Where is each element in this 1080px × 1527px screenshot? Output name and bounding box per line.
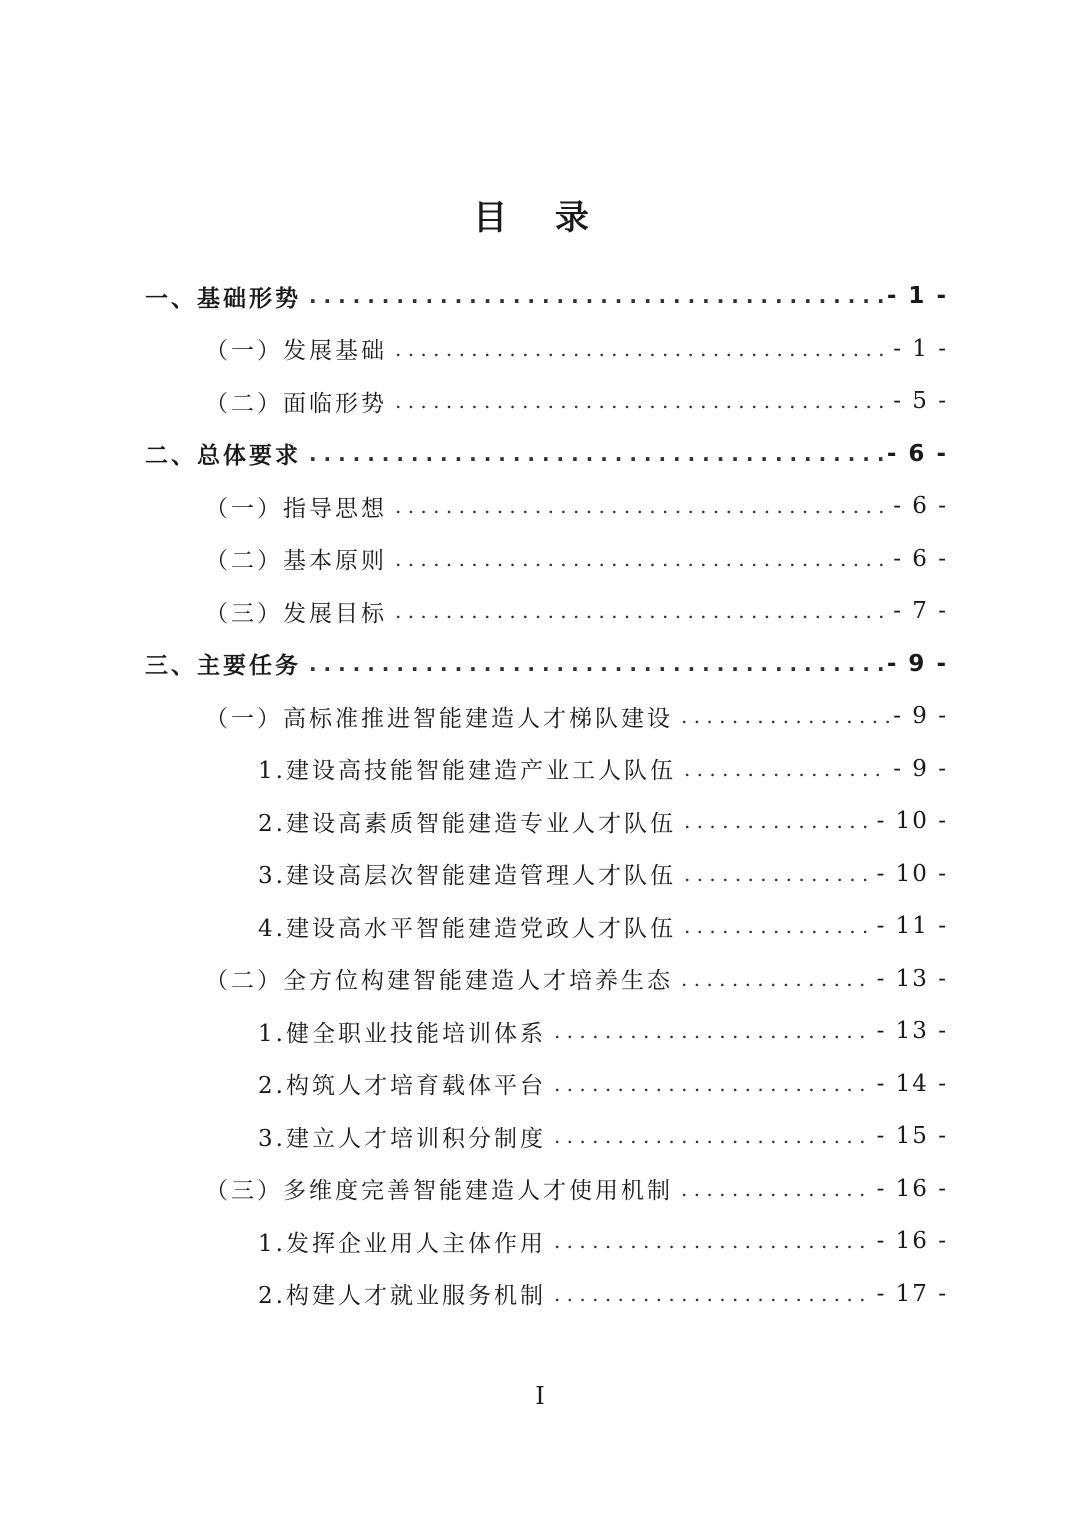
toc-entry-page: - 9 - — [893, 755, 948, 782]
toc-dot-leader — [554, 1282, 873, 1306]
toc-entry-page: - 9 - — [893, 703, 948, 729]
toc-dot-leader — [395, 494, 889, 518]
toc-entry-label: 4.建设高水平智能建造党政人才队伍 — [258, 915, 676, 942]
toc-entry-label: （二）基本原则 — [205, 548, 387, 574]
toc-dot-leader — [554, 1072, 873, 1096]
toc-dot-leader — [684, 757, 889, 781]
toc-entry-page: - 16 - — [876, 1228, 948, 1254]
toc-entry-label: 二、总体要求 — [145, 443, 301, 469]
toc-entry-page: - 6 - — [886, 440, 948, 467]
toc-entry-page: - 10 - — [876, 808, 948, 834]
toc-entry-label: 2.建设高素质智能建造专业人才队伍 — [258, 810, 676, 837]
toc-entry[interactable] — [205, 323, 948, 375]
page-number: I — [535, 1382, 545, 1410]
toc-entry[interactable] — [205, 375, 948, 427]
toc-entry-page: - 15 - — [876, 1123, 948, 1149]
toc-entry-label: （三）发展目标 — [205, 600, 387, 627]
toc-entry-label: （一）指导思想 — [205, 495, 387, 522]
toc-entry-label: （二）面临形势 — [205, 390, 387, 417]
toc-entry-page: - 11 - — [876, 913, 948, 939]
toc-entry-page: - 5 - — [893, 388, 948, 414]
toc-entry-label: 一、基础形势 — [145, 285, 301, 312]
toc-dot-leader — [554, 1124, 873, 1148]
toc-entry-label: 1.健全职业技能培训体系 — [258, 1020, 546, 1047]
toc-dot-leader — [681, 704, 889, 728]
toc-entry[interactable] — [258, 848, 948, 900]
toc-entry-label: （二）全方位构建智能建造人才培养生态 — [205, 968, 673, 994]
toc-entry[interactable] — [258, 743, 948, 795]
toc-entry[interactable] — [258, 1005, 948, 1057]
toc-entry-page: - 7 - — [893, 598, 948, 624]
toc-dot-leader — [309, 652, 883, 676]
toc-entry-label: 2.构筑人才培育载体平台 — [258, 1073, 546, 1099]
toc-entry[interactable] — [258, 1058, 948, 1110]
toc-entry[interactable] — [258, 795, 948, 847]
toc-dot-leader — [681, 1177, 873, 1201]
toc-entry[interactable] — [145, 428, 948, 480]
toc-entry[interactable] — [258, 1268, 948, 1320]
toc-dot-leader — [684, 809, 873, 833]
toc-entry-page: - 14 - — [876, 1070, 948, 1097]
toc-entry-label: 3.建立人才培训积分制度 — [258, 1125, 546, 1152]
toc-dot-leader — [395, 547, 889, 571]
toc-entry-label: （一）发展基础 — [205, 338, 387, 364]
toc-entry-page: - 9 - — [886, 650, 948, 677]
toc-dot-leader — [395, 337, 889, 361]
toc-entry-label: 三、主要任务 — [145, 653, 301, 679]
toc-entry[interactable] — [205, 1163, 948, 1215]
toc-entry-label: 2.构建人才就业服务机制 — [258, 1283, 546, 1309]
toc-dot-leader — [395, 389, 889, 413]
toc-entry[interactable] — [205, 690, 948, 742]
toc-entry[interactable] — [205, 953, 948, 1005]
toc-entry-label: （三）多维度完善智能建造人才使用机制 — [205, 1178, 673, 1204]
toc-entry[interactable] — [205, 585, 948, 637]
toc-entry-label: （一）高标准推进智能建造人才梯队建设 — [205, 705, 673, 732]
toc-entry[interactable] — [205, 480, 948, 532]
toc-entry-page: - 10 - — [876, 860, 948, 887]
toc-entry-page: - 1 - — [886, 283, 948, 309]
toc-entry[interactable] — [205, 533, 948, 585]
toc-dot-leader — [309, 442, 883, 466]
toc-dot-leader — [684, 914, 873, 938]
toc-entry[interactable] — [258, 1215, 948, 1267]
toc-entry[interactable] — [258, 900, 948, 952]
toc-entry-page: - 13 - — [876, 1018, 948, 1044]
toc-entry-page: - 16 - — [876, 1175, 948, 1202]
toc-dot-leader — [309, 284, 883, 308]
toc-entry-page: - 1 - — [893, 335, 948, 362]
toc-entry-label: 3.建设高层次智能建造管理人才队伍 — [258, 863, 676, 889]
toc-dot-leader — [554, 1019, 873, 1043]
toc-dot-leader — [395, 599, 889, 623]
toc-entry-page: - 6 - — [893, 545, 948, 572]
toc-dot-leader — [684, 862, 873, 886]
toc-entry-label: 1.发挥企业用人主体作用 — [258, 1230, 546, 1257]
toc-dot-leader — [554, 1229, 873, 1253]
toc-entry-page: - 17 - — [876, 1280, 948, 1307]
toc-entry[interactable] — [258, 1110, 948, 1162]
page-title: 目 录 — [473, 198, 607, 238]
toc-dot-leader — [681, 967, 873, 991]
toc-entry[interactable] — [145, 270, 948, 322]
toc-entry-page: - 13 - — [876, 965, 948, 992]
toc-entry[interactable] — [145, 638, 948, 690]
toc-entry-label: 1.建设高技能智能建造产业工人队伍 — [258, 758, 676, 784]
toc-entry-page: - 6 - — [893, 493, 948, 519]
